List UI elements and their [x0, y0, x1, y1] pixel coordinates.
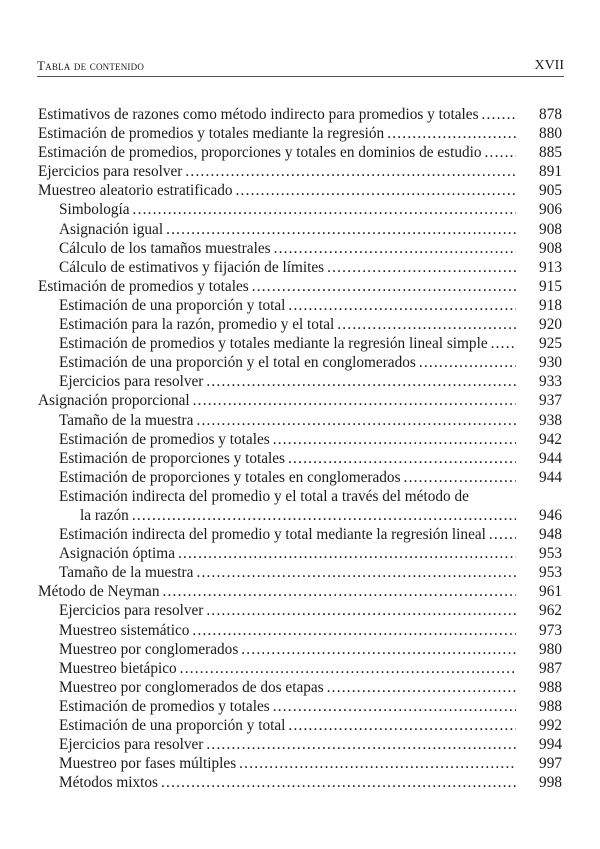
toc-entry[interactable]: [38, 391, 562, 410]
toc-entry-page: 953: [539, 564, 562, 582]
toc-entry-title: Ejercicios para resolver: [59, 736, 204, 754]
toc-entry-title: Tamaño de la muestra: [59, 411, 194, 429]
dot-leader: [252, 277, 516, 296]
toc-entry[interactable]: [38, 430, 562, 449]
toc-entry-page: 933: [539, 373, 562, 391]
dot-leader: [273, 430, 516, 449]
toc-entry-title: Ejercicios para resolver: [38, 163, 183, 181]
toc-entry-page: 997: [539, 755, 562, 773]
dot-leader: [288, 296, 516, 315]
toc-entry-title: Ejercicios para resolver: [59, 373, 204, 391]
dot-leader: [178, 544, 516, 563]
toc-entry-page: 908: [539, 220, 562, 238]
toc-entry-page: 980: [539, 640, 562, 658]
toc-entry-page: 961: [539, 583, 562, 601]
dot-leader: [241, 640, 516, 659]
toc-entry-page: 906: [539, 201, 562, 219]
toc-entry-title: Estimativos de razones como método indirecto para promedios y totales: [38, 106, 479, 123]
toc-entry-title: Estimación de promedios y totales: [59, 430, 270, 448]
toc-entry[interactable]: [38, 601, 562, 620]
toc-entry-title: Tamaño de la muestra: [59, 564, 194, 582]
dot-leader: [185, 162, 516, 181]
toc-entry[interactable]: [38, 563, 562, 582]
toc-entry-title: Estimación de promedios y totales mediante la regresión lineal simple: [59, 335, 488, 353]
toc-entry-title: Estimación de proporciones y totales: [59, 449, 285, 467]
toc-entry[interactable]: [38, 277, 562, 296]
toc-entry-title: Estimación de proporciones y totales en conglomerados: [59, 468, 401, 486]
dot-leader: [482, 105, 516, 124]
toc-entry-page: 891: [539, 163, 562, 181]
toc-entry[interactable]: [38, 582, 562, 601]
toc-entry-title: Ejercicios para resolver: [59, 602, 204, 620]
dot-leader: [387, 124, 516, 143]
toc-entry-page: 942: [539, 430, 562, 448]
toc-entry-page: 992: [539, 717, 562, 734]
toc-entry[interactable]: [38, 449, 562, 468]
toc-entry[interactable]: [38, 200, 562, 219]
toc-entry-page: 944: [539, 449, 562, 467]
dot-leader: [163, 582, 517, 601]
toc-entry[interactable]: [38, 143, 562, 162]
dot-leader: [239, 754, 516, 773]
toc-entry-page: 998: [539, 774, 562, 792]
toc-entry-title: Asignación proporcional: [38, 392, 190, 410]
toc-entry-title: Simbología: [59, 201, 130, 219]
toc-entry-page: 953: [539, 545, 562, 563]
toc-entry-title: Cálculo de los tamaños muestrales: [59, 239, 271, 257]
toc-entry[interactable]: [38, 735, 562, 754]
toc-entry-page: 880: [539, 125, 562, 143]
toc-entry-title: Asignación óptima: [59, 545, 175, 563]
toc-entry[interactable]: [38, 296, 562, 315]
toc-entry-title: Muestreo sistemático: [59, 621, 190, 639]
toc-entry-title: Estimación de una proporción y total: [59, 296, 286, 314]
dot-leader: [192, 621, 516, 640]
toc-entry-title: Estimación de promedios y totales mediante la regresión: [38, 125, 385, 143]
toc-entry-page: 925: [539, 335, 562, 353]
dot-leader: [288, 716, 516, 735]
toc-entry-page: 988: [539, 678, 562, 696]
dot-leader: [288, 449, 516, 468]
toc-entry[interactable]: [38, 678, 562, 697]
toc-entry-page: 930: [539, 354, 562, 372]
dot-leader: [491, 334, 516, 353]
dot-leader: [180, 659, 516, 678]
toc-entry-title: Método de Neyman: [38, 583, 160, 601]
toc-entry[interactable]: [38, 181, 562, 200]
toc-entry-page: 973: [539, 621, 562, 639]
toc-entry[interactable]: [38, 124, 562, 143]
toc-entry-title: Estimación de promedios y totales: [38, 277, 249, 295]
dot-leader: [337, 315, 516, 334]
toc-entry[interactable]: [38, 621, 562, 640]
toc-entry[interactable]: [38, 353, 562, 372]
toc-entry-page: 948: [539, 526, 562, 544]
dot-leader: [166, 220, 516, 239]
running-title: Tabla de contenido: [37, 58, 145, 73]
toc-entry-page: 937: [539, 392, 562, 410]
toc-entry[interactable]: [38, 487, 562, 506]
dot-leader: [206, 372, 516, 391]
toc-entry-page: 920: [539, 316, 562, 334]
toc-entry[interactable]: [38, 697, 562, 716]
dot-leader: [132, 506, 516, 525]
toc-entry-page: 918: [539, 296, 562, 314]
toc-entry-page: 938: [539, 411, 562, 429]
dot-leader: [133, 200, 516, 219]
toc-entry-continuation: [38, 506, 562, 525]
toc-entry[interactable]: [38, 372, 562, 391]
toc-entry-title: Muestreo por conglomerados: [59, 640, 239, 658]
toc-entry-title: Estimación indirecta del promedio y el total a través del método de: [59, 487, 469, 505]
toc-entry[interactable]: [38, 411, 562, 430]
dot-leader: [327, 258, 516, 277]
dot-leader: [161, 773, 516, 792]
toc-entry-title: Métodos mixtos: [59, 774, 159, 792]
toc-entry-title: Muestreo por fases múltiples: [59, 755, 237, 773]
toc-entry-page: 908: [539, 239, 562, 257]
table-of-contents: [38, 105, 562, 792]
toc-entry-title: Muestreo por conglomerados de dos etapas: [59, 678, 324, 696]
toc-entry-title: Asignación igual: [59, 220, 164, 238]
toc-entry[interactable]: [38, 773, 562, 792]
toc-entry-page: 988: [539, 697, 562, 715]
dot-leader: [404, 468, 516, 487]
toc-entry[interactable]: [38, 754, 562, 773]
toc-entry-title: Estimación indirecta del promedio y total mediante la regresión lineal: [59, 526, 486, 544]
toc-entry-title: Estimación de promedios, proporciones y totales en dominios de estudio: [38, 144, 482, 162]
dot-leader: [193, 391, 516, 410]
dot-leader: [196, 563, 516, 582]
toc-entry-title: Muestreo aleatorio estratificado: [38, 182, 233, 200]
toc-entry[interactable]: [38, 239, 562, 258]
toc-entry-title: Estimación para la razón, promedio y el total: [59, 316, 335, 334]
dot-leader: [489, 525, 516, 544]
dot-leader: [485, 143, 516, 162]
dot-leader: [196, 411, 516, 430]
dot-leader: [206, 601, 516, 620]
toc-entry[interactable]: [38, 258, 562, 277]
toc-entry[interactable]: [38, 468, 562, 487]
dot-leader: [327, 678, 516, 697]
toc-entry[interactable]: [38, 544, 562, 563]
toc-entry-page: 905: [539, 182, 562, 200]
toc-entry-title-continuation: la razón: [80, 506, 129, 524]
toc-entry[interactable]: [38, 162, 562, 181]
toc-entry-title: Estimación de una proporción y el total en conglomerados: [59, 354, 416, 372]
toc-entry-title: Estimación de promedios y totales: [59, 697, 270, 715]
toc-entry[interactable]: [38, 659, 562, 678]
toc-entry-title: Cálculo de estimativos y fijación de límites: [59, 258, 325, 276]
toc-entry-page: 944: [539, 468, 562, 486]
dot-leader: [273, 697, 516, 716]
toc-entry-page: 878: [539, 106, 562, 123]
toc-entry[interactable]: [38, 716, 562, 735]
toc-entry-page: 994: [539, 736, 562, 754]
toc-entry-page: 962: [539, 602, 562, 620]
toc-entry[interactable]: [38, 525, 562, 544]
toc-entry[interactable]: [38, 105, 562, 124]
toc-entry-page: 885: [539, 144, 562, 162]
toc-entry-page: 915: [539, 277, 562, 295]
running-header: [37, 58, 564, 77]
toc-entry[interactable]: [38, 220, 562, 239]
toc-entry-title: Muestreo bietápico: [59, 659, 177, 677]
toc-entry-page: 913: [539, 258, 562, 276]
toc-entry-page: 987: [539, 659, 562, 677]
toc-entry[interactable]: [38, 315, 562, 334]
toc-entry[interactable]: [38, 334, 562, 353]
dot-leader: [206, 735, 516, 754]
page-number: XVII: [534, 58, 564, 73]
dot-leader: [236, 181, 516, 200]
toc-entry[interactable]: [38, 640, 562, 659]
toc-entry-page: 946: [539, 506, 562, 524]
dot-leader: [274, 239, 516, 258]
toc-entry-title: Estimación de una proporción y total: [59, 717, 286, 734]
dot-leader: [419, 353, 516, 372]
